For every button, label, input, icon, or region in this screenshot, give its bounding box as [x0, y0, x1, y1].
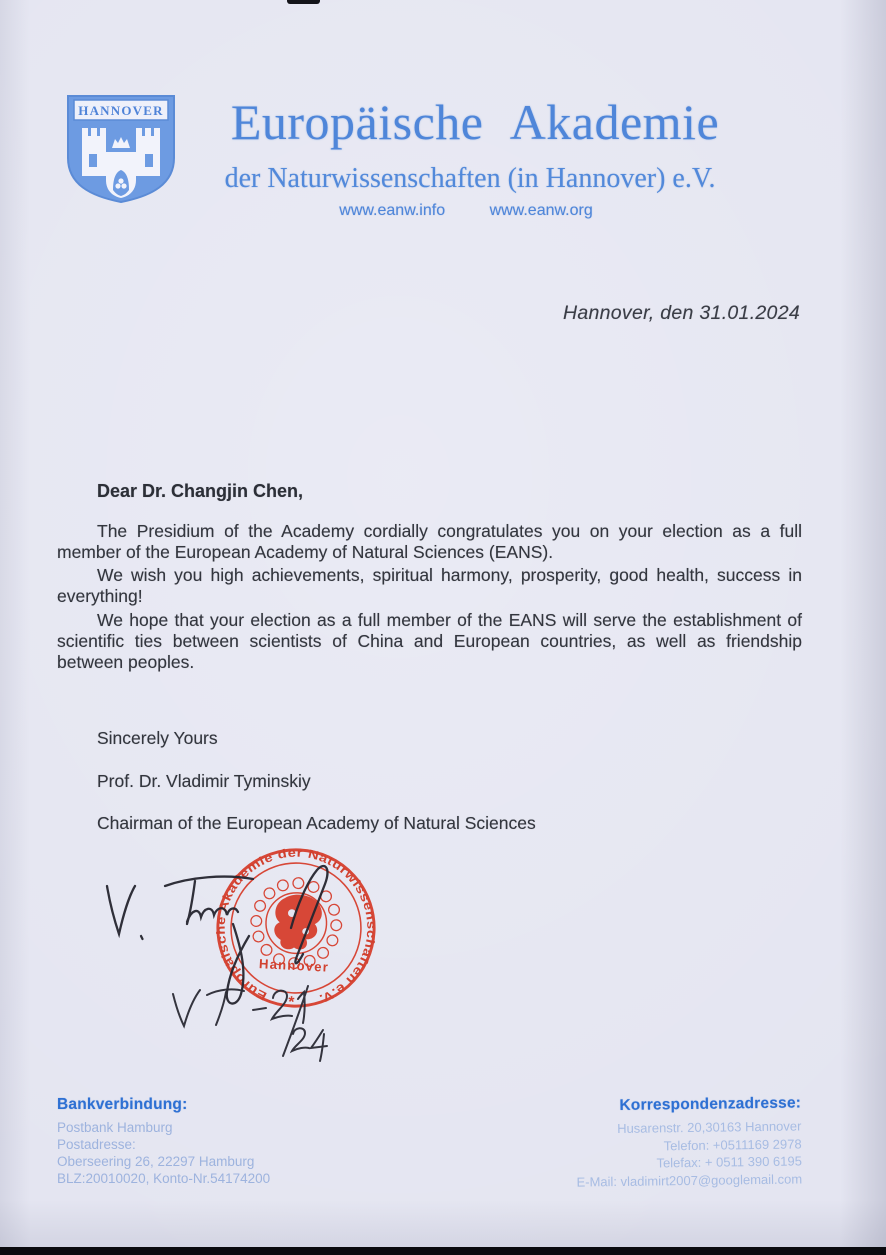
correspondence-line: Telefax: + 0511 390 6195: [656, 1153, 803, 1171]
stamp-star: *: [287, 993, 295, 1012]
bank-heading: Bankverbindung:: [57, 1096, 188, 1113]
scan-edge-artifact-bottom: [0, 1247, 886, 1255]
correspondence-line: Telefon: +0511169 2978: [663, 1135, 803, 1153]
closing-phrase: Sincerely Yours: [97, 728, 218, 748]
stamp-city-text: Hannover: [258, 956, 330, 975]
reference-number-ink: [165, 982, 340, 1067]
paragraph-3: We hope that your election as a full member of the EANS will serve the establishment of scientific ties between scientists of China and European countries, as well as friendship between peoples.: [57, 609, 802, 672]
scan-edge-artifact-top: [287, 0, 320, 4]
bank-line: Postadresse:: [57, 1137, 136, 1152]
paragraph-2: We wish you high achievements, spiritual harmony, prosperity, good health, success in everything!: [57, 565, 802, 607]
bank-line: Postbank Hamburg: [57, 1120, 173, 1135]
salutation: Dear Dr. Changjin Chen,: [97, 481, 304, 501]
signatory-name: Prof. Dr. Vladimir Tyminskiy: [97, 770, 311, 791]
letter-body: [57, 481, 802, 675]
closing-block: [97, 728, 536, 856]
bank-line: BLZ:20010020, Konto-Nr.54174200: [57, 1171, 271, 1186]
bank-details-block: [57, 1096, 270, 1187]
correspondence-line: E-Mail: vladimirt2007@googlemail.com: [576, 1170, 803, 1190]
website-link-org: www.eanw.org: [489, 202, 593, 219]
stamp-ring-text: Europäische Akademie der Naturwissenschaften e.V.: [213, 845, 379, 1006]
dateline: Hannover, den 31.01.2024: [562, 302, 800, 324]
organization-title: Europäische Akademie: [230, 94, 720, 150]
organization-links: [46, 202, 886, 220]
correspondence-address-block: [576, 1094, 803, 1190]
bank-line: Oberseering 26, 22297 Hamburg: [57, 1154, 255, 1169]
correspondence-line: Husarenstr. 20,30163 Hannover: [617, 1118, 802, 1136]
correspondence-heading: Korrespondenzadresse:: [619, 1094, 802, 1114]
website-link-info: www.eanw.info: [339, 202, 446, 219]
paragraph-1: The Presidium of the Academy cordially congratulates you on your election as a full member of the European Academy of Natural Sciences (EANS).: [57, 520, 802, 562]
signatory-title: Chairman of the European Academy of Natural Sciences: [97, 813, 536, 833]
organization-subtitle: der Naturwissenschaften (in Hannover) e.V.: [224, 163, 716, 194]
crest-banner-text: HANNOVER: [78, 103, 164, 118]
